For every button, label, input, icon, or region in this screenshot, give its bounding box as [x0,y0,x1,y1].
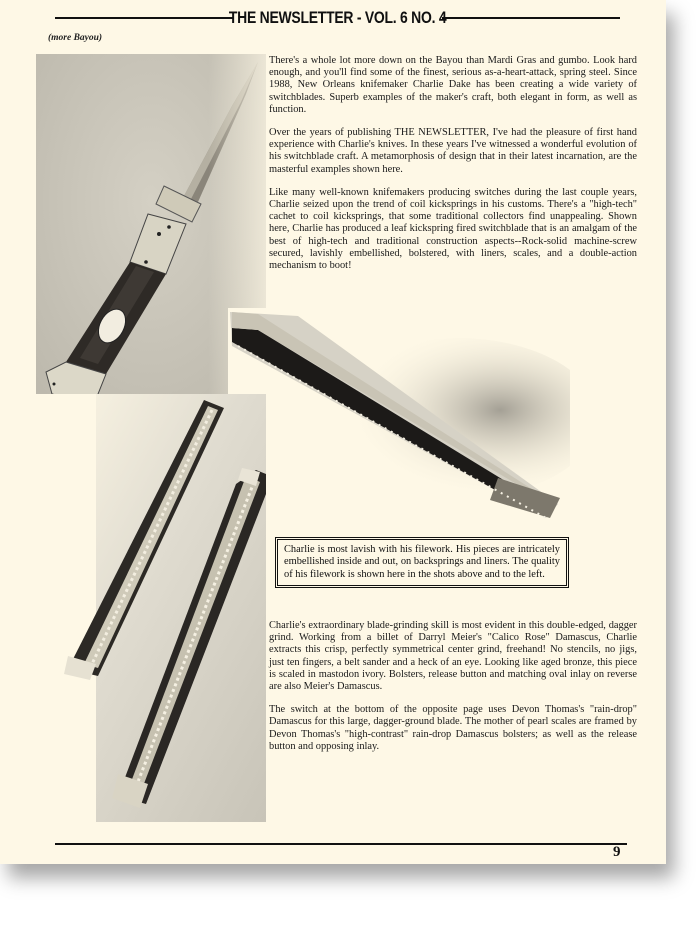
paragraph-kicksprings: Like many well-known knifemakers producing switches during the last couple years, Charlie seized upon the trend of coil kicksprings in his customs. There's a "high-tech" cachet to coil kicksprings, that some traditional collectors find unappealing. Shown here, Charlie has produced a leaf kickspring fired switchblade that is an amalgam of the best of high-tech and traditional construction aspects--Rock-solid machine-screw secured, lavishly embellished, bolstered, with liners, scales, and a double-action mechanism to boot! [269,186,637,272]
header-rule-right [442,17,620,19]
article-column-top [269,55,637,283]
page-header [55,7,620,29]
photo-closed-knives-filework [36,394,266,822]
filework-caption-box: Charlie is most lavish with his filework. His pieces are intricately embellished inside and out, on backsprings and liners. The quality of his filework is shown here in the shots above and to the left. [275,537,569,588]
paragraph-evolution: Over the years of publishing THE NEWSLETTER, I've had the pleasure of first hand experience with Charlie's knives. In these years I've witnessed a wonderful evolution of his switchblade craft. A metamorphosis of design that in their latest incarnation, are the masterful examples shown here. [269,127,637,175]
continued-label: (more Bayou) [48,33,103,43]
header-rule-left [55,17,233,19]
photo-closed-knife-backspring [228,308,570,524]
page-number: 9 [613,844,621,860]
paragraph-blade-grinding: Charlie's extraordinary blade-grinding skill is most evident in this double-edged, dagger grind. Working from a billet of Darryl Meier's "Calico Rose" Damascus, Charlie extracts this crisp, perfectly symmetrical center grind, freehand! No stencils, no jigs, just ten fingers, a belt sander and a heck of an eye. Looking like aged bronze, this piece is scaled in mastodon ivory. Bolsters, release button and matching oval inlay on reverse are also Meier's Damascus. [269,620,637,693]
paragraph-intro: There's a whole lot more down on the Bayou than Mardi Gras and gumbo. Look hard enough, and you'll find some of the finest, serious as-a-heart-attack, spring steel. Since 1988, New Orleans knifemaker Charlie Dake has been creating a wide variety of switchblades. Superb examples of the maker's craft, both elegant in form, as well as function. [269,55,637,115]
article-column-bottom [269,620,637,764]
footer-rule [55,843,627,845]
paragraph-rain-drop: The switch at the bottom of the opposite page uses Devon Thomas's "rain-drop" Damascus for this large, dagger-ground blade. The mother of pearl scales are framed by Devon Thomas's "high-contrast" rain-drop Damascus bolsters; as well as the release button and opposing inlay. [269,704,637,752]
newsletter-title: THE NEWSLETTER - VOL. 6 NO. 4 [228,8,447,27]
